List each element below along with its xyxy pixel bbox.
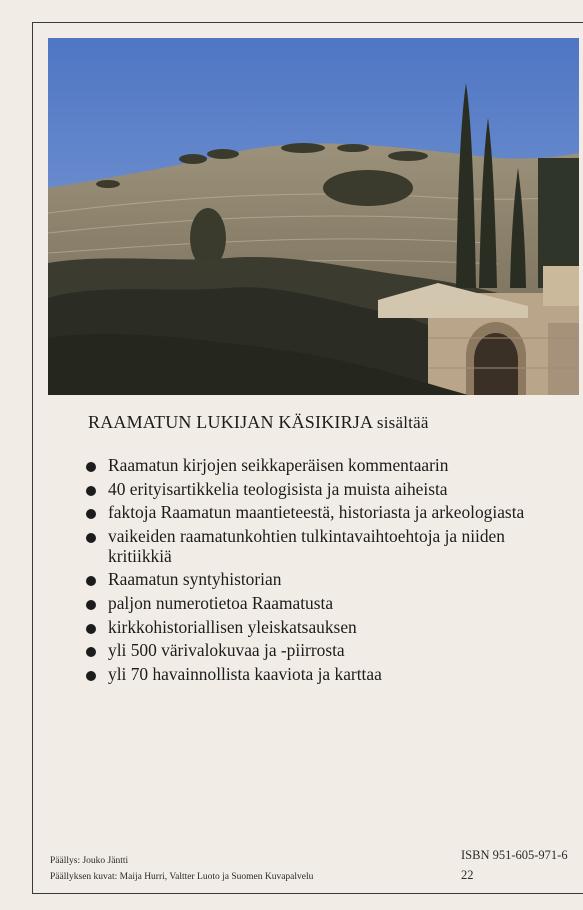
feature-text: yli 70 havainnollista kaaviota ja karttaa [108,664,382,684]
hillside-landscape-image [48,38,579,395]
feature-text: Raamatun syntyhistorian [108,569,282,590]
feature-text: kirkkohistoriallisen yleiskatsauksen [108,616,357,637]
feature-heading [88,412,429,433]
cover-photo [48,38,579,395]
feature-text: vaikeiden raamatunkohtien tulkintavaihtoehtoja ja niiden kritiikkiä [108,526,505,566]
feature-text: faktoja Raamatun maantieteestä, historiasta ja arkeologiasta [108,502,525,523]
feature-item [84,665,554,685]
bullet-icon [86,600,96,610]
classification-number: 22 [461,868,474,882]
bullet-icon [86,647,96,657]
bullet-icon [86,576,96,586]
feature-item [84,594,554,614]
feature-text: 40 erityisartikkelia teologisista ja muista aiheista [108,478,448,499]
book-title: RAAMATUN LUKIJAN KÄSIKIRJA [88,412,373,432]
feature-text: Raamatun kirjojen seikkaperäisen kommentaarin [108,455,449,475]
feature-item [84,570,554,590]
bullet-icon [86,486,96,496]
cover-credits [50,853,313,885]
feature-text: paljon numerotietoa Raamatusta [108,592,334,613]
feature-item [84,618,554,638]
feature-item [84,480,554,500]
bullet-icon [86,462,96,472]
bullet-icon [86,533,96,543]
cover-designer-credit: Päällys: Jouko Jäntti [50,856,129,866]
feature-item [84,641,554,661]
isbn-code: ISBN 951-605-971-6 [461,848,568,862]
feature-item [84,503,554,523]
feature-item [84,527,554,566]
cover-photo-credit: Päällyksen kuvat: Maija Hurri, Valtter Luoto ja Suomen Kuvapalvelu [50,872,314,882]
bullet-icon [86,671,96,681]
feature-text: yli 500 värivalokuvaa ja -piirrosta [108,640,345,661]
feature-item [84,456,554,476]
heading-suffix: sisältää [376,413,429,432]
bullet-icon [86,624,96,634]
feature-list [84,456,554,689]
isbn-block [461,845,568,885]
bullet-icon [86,509,96,519]
